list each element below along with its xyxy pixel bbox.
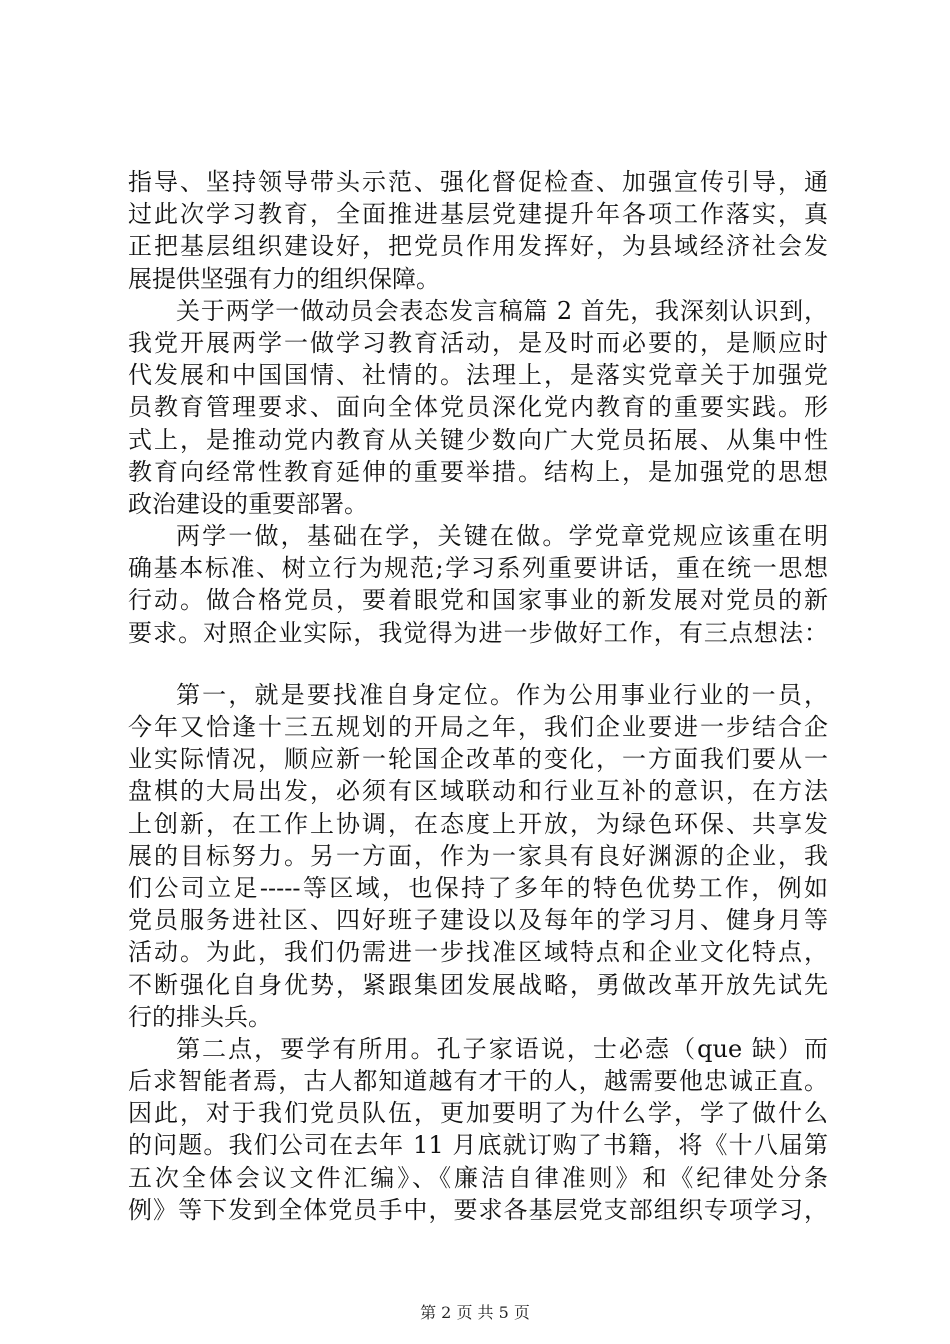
text-line: 代发展和中国国情、社情的。法理上，是落实党章关于加强党 [128, 361, 828, 390]
text-line: 要求。对照企业实际，我觉得为进一步做好工作，有三点想法： [128, 618, 828, 647]
text-line: 例》等下发到全体党员手中，要求各基层党支部组织专项学习， [128, 1195, 828, 1224]
text-line: 党员服务进社区、四好班子建设以及每年的学习月、健身月等 [128, 906, 828, 935]
paragraph-5 [128, 1033, 828, 1226]
text-line: 盘棋的大局出发，必须有区域联动和行业互补的意识，在方法 [128, 777, 828, 806]
paragraph-1 [128, 166, 828, 295]
text-line: 因此，对于我们党员队伍，更加要明了为什么学，学了做什么 [128, 1099, 828, 1128]
text-line: 我党开展两学一做学习教育活动，是及时而必要的，是顺应时 [128, 328, 828, 357]
text-line: 行的排头兵。 [128, 1002, 272, 1031]
text-line: 活动。为此，我们仍需进一步找准区域特点和企业文化特点， [128, 938, 828, 967]
text-line: 上创新，在工作上协调，在态度上开放，为绿色环保、共享发 [128, 809, 828, 838]
text-line: 过此次学习教育，全面推进基层党建提升年各项工作落实，真 [128, 200, 828, 229]
text-line: 今年又恰逢十三五规划的开局之年，我们企业要进一步结合企 [128, 713, 828, 741]
text-line: 正把基层组织建设好，把党员作用发挥好，为县域经济社会发 [128, 232, 828, 261]
paragraph-4 [128, 679, 828, 1033]
text-line: 关于两学一做动员会表态发言稿篇 2 首先，我深刻认识到， [176, 296, 828, 325]
text-line: 员教育管理要求、面向全体党员深化党内教育的重要实践。形 [128, 393, 828, 422]
text-line: 指导、坚持领导带头示范、强化督促检查、加强宣传引导，通 [128, 168, 828, 196]
text-line: 后求智能者焉，古人都知道越有才干的人，越需要他忠诚正直。 [128, 1067, 828, 1096]
text-line: 确基本标准、树立行为规范;学习系列重要讲话，重在统一思想 [128, 554, 828, 583]
text-line: 不断强化自身优势，紧跟集团发展战略，勇做改革开放先试先 [128, 970, 828, 999]
text-line: 行动。做合格党员，要着眼党和国家事业的新发展对党员的新 [128, 586, 828, 615]
text-line: 政治建设的重要部署。 [128, 489, 368, 518]
paragraph-gap [128, 649, 828, 679]
text-line: 五次全体会议文件汇编》、《廉洁自律准则》和《纪律处分条 [128, 1163, 828, 1192]
text-line: 展的目标努力。另一方面，作为一家具有良好渊源的企业，我 [128, 841, 828, 870]
paragraph-3 [128, 520, 828, 649]
text-line: 展提供坚强有力的组织保障。 [128, 264, 440, 293]
text-line: 们公司立足-----等区域，也保持了多年的特色优势工作，例如 [128, 873, 828, 902]
text-line: 业实际情况，顺应新一轮国企改革的变化，一方面我们要从一 [128, 745, 828, 774]
text-line: 第二点，要学有所用。孔子家语说，士必悫（que 缺）而 [176, 1034, 828, 1063]
text-line: 的问题。我们公司在去年 11 月底就订购了书籍，将《十八届第 [128, 1131, 828, 1160]
document-body [128, 166, 828, 1226]
page-number-footer: 第 2 页 共 5 页 [420, 1303, 530, 1322]
text-line: 教育向经常性教育延伸的重要举措。结构上，是加强党的思想 [128, 457, 828, 486]
text-line: 式上，是推动党内教育从关键少数向广大党员拓展、从集中性 [128, 425, 828, 454]
paragraph-2 [128, 295, 828, 520]
text-line: 第一，就是要找准自身定位。作为公用事业行业的一员， [176, 680, 828, 709]
text-line: 两学一做，基础在学，关键在做。学党章党规应该重在明 [176, 522, 828, 551]
